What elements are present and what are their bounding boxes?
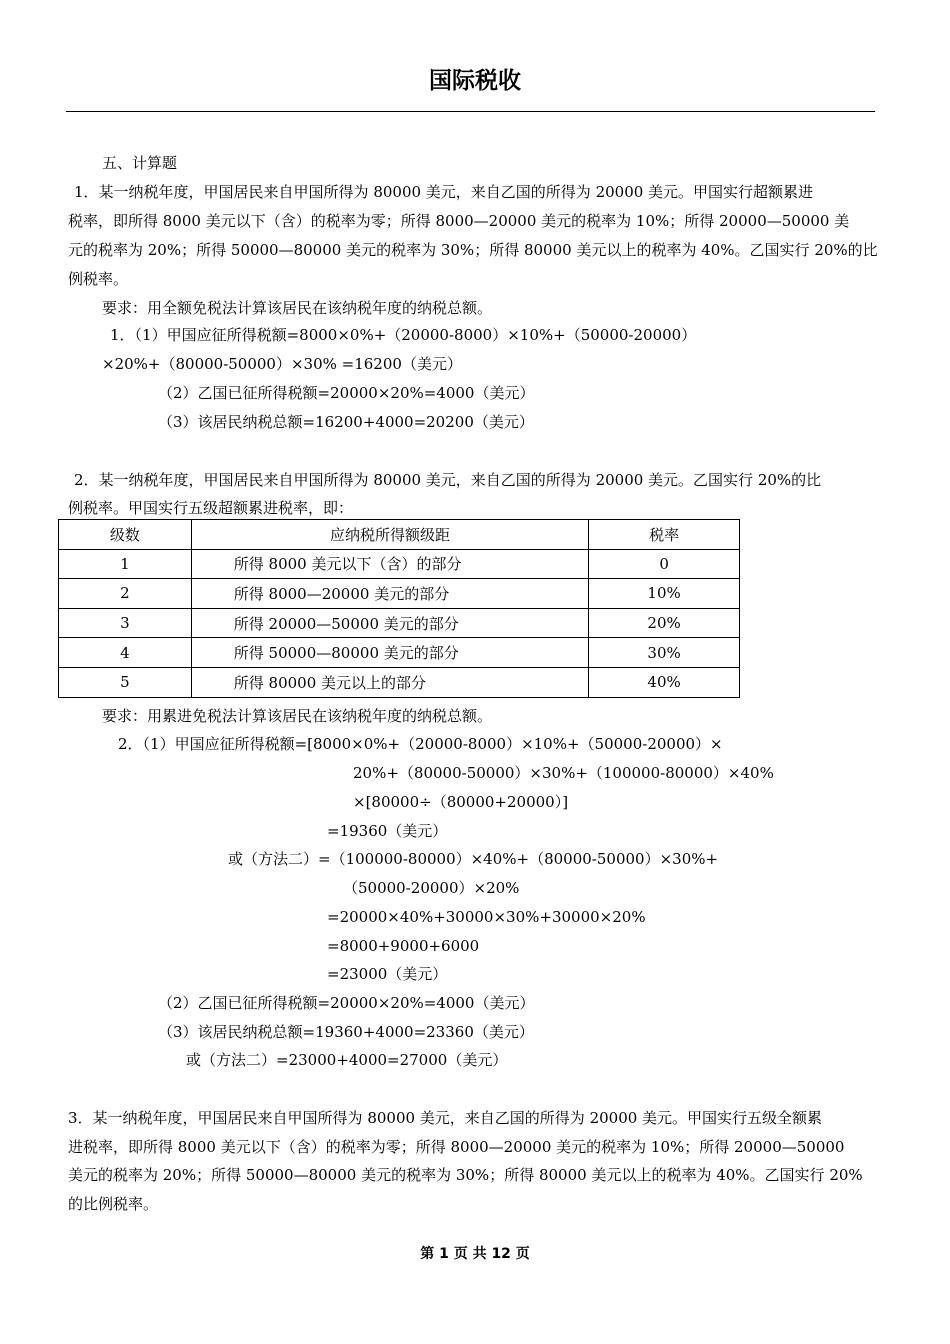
q1-answer-3: （2）乙国已征所得税额=20000×20%=4000（美元）: [158, 384, 535, 402]
table-cell: 40%: [589, 667, 740, 697]
table-cell: 0: [589, 549, 740, 579]
table-cell: 2: [59, 579, 192, 609]
q3-line-1: 3．某一纳税年度，甲国居民来自甲国所得为 80000 美元，来自乙国的所得为 20000 美元。甲国实行五级全额累: [68, 1109, 823, 1127]
q2-answer-8: =8000+9000+6000: [327, 937, 480, 955]
table-header-row: [59, 520, 740, 550]
q2-answer-11: （3）该居民纳税总额=19360+4000=23360（美元）: [158, 1023, 534, 1041]
q1-line-4: 例税率。: [68, 270, 129, 288]
q1-answer-2: ×20%+（80000-50000）×30% =16200（美元）: [102, 355, 462, 373]
q2-answer-9: =23000（美元）: [327, 965, 448, 983]
q1-line-2: 税率，即所得 8000 美元以下（含）的税率为零；所得 8000—20000 美元的税率为 10%；所得 20000—50000 美: [68, 212, 850, 230]
table-row: [59, 667, 740, 697]
q3-line-4: 的比例税率。: [68, 1195, 159, 1213]
q1-answer-4: （3）该居民纳税总额=16200+4000=20200（美元）: [158, 413, 534, 431]
q1-line-1: 1．某一纳税年度，甲国居民来自甲国所得为 80000 美元，来自乙国的所得为 20000 美元。甲国实行超额累进: [74, 183, 814, 201]
page-footer: 第 1 页 共 12 页: [420, 1246, 530, 1262]
table-row: [59, 549, 740, 579]
table-cell: 5: [59, 667, 192, 697]
table-cell: 10%: [589, 579, 740, 609]
table-header: 税率: [589, 520, 740, 550]
q2-answer-4: =19360（美元）: [327, 822, 448, 840]
q3-line-2: 进税率，即所得 8000 美元以下（含）的税率为零；所得 8000—20000 美元的税率为 10%；所得 20000—50000: [68, 1138, 845, 1156]
q2-answer-3: ×[80000÷（80000+20000）]: [353, 793, 569, 811]
section-heading: 五、计算题: [102, 154, 178, 172]
table-cell: 3: [59, 608, 192, 638]
table-row: [59, 638, 740, 668]
q1-line-3: 元的税率为 20%；所得 50000—80000 美元的税率为 30%；所得 80000 美元以上的税率为 40%。乙国实行 20%的比: [68, 241, 878, 259]
table-cell: 4: [59, 638, 192, 668]
table-cell: 30%: [589, 638, 740, 668]
q2-answer-2: 20%+（80000-50000）×30%+（100000-80000）×40%: [353, 764, 774, 782]
table-row: [59, 579, 740, 609]
table-cell: 20%: [589, 608, 740, 638]
q2-answer-6: （50000-20000）×20%: [343, 879, 520, 897]
title-divider: [66, 111, 875, 112]
table-header: 级数: [59, 520, 192, 550]
q2-line-2: 例税率。甲国实行五级超额累进税率，即：: [68, 499, 354, 517]
q2-answer-12: 或（方法二）=23000+4000=27000（美元）: [186, 1051, 508, 1069]
table-header: 应纳税所得额级距: [191, 520, 588, 550]
q2-answer-7: =20000×40%+30000×30%+30000×20%: [327, 908, 646, 926]
q2-requirement: 要求：用累进免税法计算该居民在该纳税年度的纳税总额。: [102, 707, 493, 725]
q1-requirement: 要求：用全额免税法计算该居民在该纳税年度的纳税总额。: [102, 299, 493, 317]
q1-answer-1: 1．（1）甲国应征所得税额=8000×0%+（20000-8000）×10%+（50000-20000）: [110, 326, 697, 344]
q3-line-3: 美元的税率为 20%；所得 50000—80000 美元的税率为 30%；所得 80000 美元以上的税率为 40%。乙国实行 20%: [68, 1166, 863, 1184]
table-cell: 所得 50000—80000 美元的部分: [191, 638, 588, 668]
q2-answer-10: （2）乙国已征所得税额=20000×20%=4000（美元）: [158, 994, 535, 1012]
tax-rate-table: [58, 519, 740, 698]
table-row: [59, 608, 740, 638]
table-cell: 所得 20000—50000 美元的部分: [191, 608, 588, 638]
page-title: 国际税收: [429, 68, 521, 94]
table-cell: 所得 8000 美元以下（含）的部分: [191, 549, 588, 579]
table-cell: 所得 80000 美元以上的部分: [191, 667, 588, 697]
q2-answer-1: 2．（1）甲国应征所得税额=[8000×0%+（20000-8000）×10%+（50000-20000）×: [118, 735, 723, 753]
q2-answer-5: 或（方法二）=（100000-80000）×40%+（80000-50000）×30%+: [228, 850, 719, 868]
table-cell: 1: [59, 549, 192, 579]
table-cell: 所得 8000—20000 美元的部分: [191, 579, 588, 609]
q2-line-1: 2．某一纳税年度，甲国居民来自甲国所得为 80000 美元，来自乙国的所得为 20000 美元。乙国实行 20%的比: [74, 471, 822, 489]
